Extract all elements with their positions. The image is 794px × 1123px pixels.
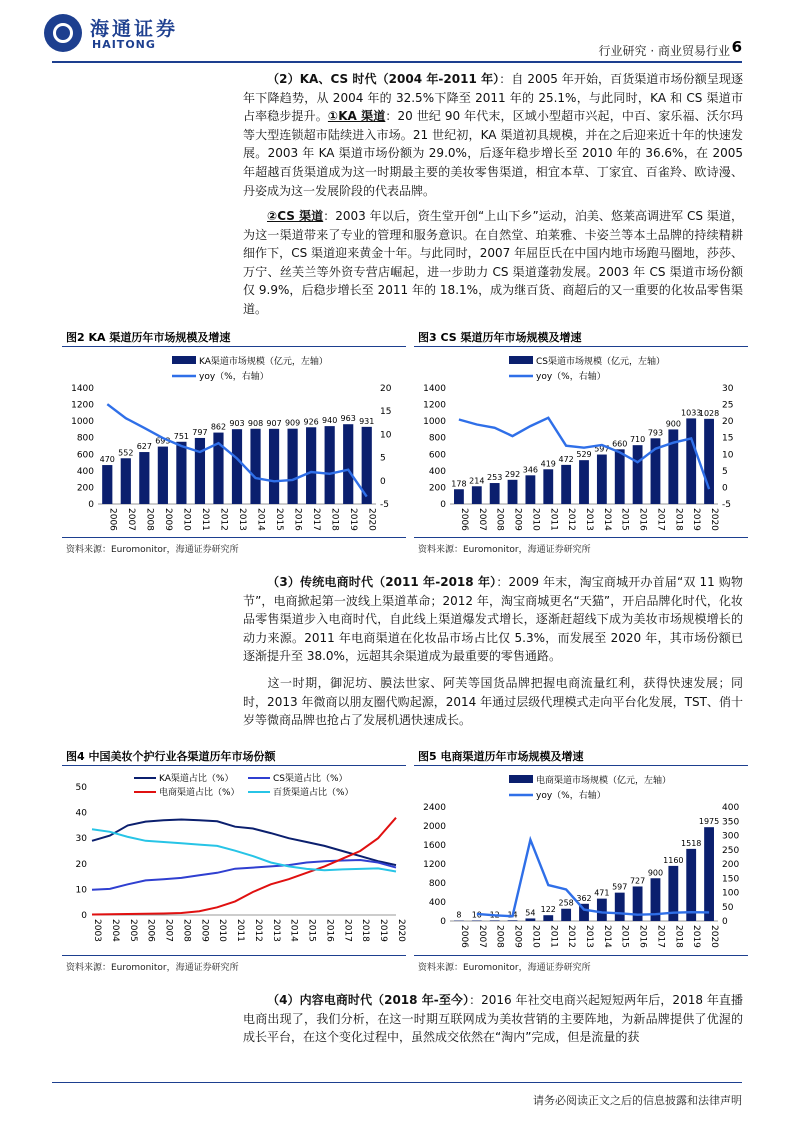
y-left-tick-label: 800 — [428, 433, 446, 444]
page-number: 6 — [731, 38, 742, 56]
x-tick-label: 2007 — [163, 919, 174, 942]
bar-data-label: 471 — [594, 888, 610, 898]
x-tick-label: 2012 — [218, 508, 229, 531]
x-tick-label: 2013 — [584, 925, 594, 948]
bar — [704, 827, 714, 921]
bar-data-label: 1028 — [698, 408, 720, 418]
y-right-tick-label: 300 — [722, 831, 740, 842]
paragraph-ecommerce — [243, 573, 743, 666]
x-tick-label: 2014 — [601, 508, 612, 531]
bar-data-label: 346 — [522, 465, 539, 475]
y-right-tick-label: 30 — [722, 384, 734, 394]
p1-subheading: ①KA 渠道 — [327, 109, 386, 124]
bar-data-label: 1033 — [681, 408, 702, 418]
bar — [472, 486, 482, 504]
x-tick-label: 2017 — [311, 508, 322, 531]
section-label: 行业研究 · 商业贸易行业 — [598, 44, 730, 58]
bar-data-label: 931 — [359, 416, 375, 426]
x-tick-label: 2011 — [548, 508, 559, 531]
x-tick-label: 2015 — [306, 919, 317, 942]
logo-en-text: HAITONG — [92, 38, 156, 51]
bar — [508, 920, 518, 921]
x-tick-label: 2014 — [288, 919, 299, 942]
bar-data-label: 597 — [594, 444, 610, 454]
bar — [158, 447, 168, 504]
x-tick-label: 2006 — [458, 925, 469, 948]
bar-data-label: 470 — [99, 455, 115, 465]
legend-line-label: yoy（%，右轴） — [199, 372, 269, 382]
bar-data-label: 710 — [629, 435, 646, 445]
y-right-tick-label: -5 — [380, 500, 389, 510]
x-tick-label: 2011 — [235, 919, 246, 942]
y-tick-label: 0 — [81, 911, 87, 921]
x-tick-label: 2015 — [619, 925, 630, 948]
y-left-tick-label: 2000 — [423, 822, 446, 832]
bar-data-label: 627 — [136, 442, 152, 452]
bar-data-label: 900 — [647, 868, 664, 878]
y-left-tick-label: 400 — [76, 466, 94, 477]
y-left-tick-label: 600 — [76, 450, 94, 461]
bar-data-label: 963 — [340, 414, 356, 424]
bar-data-label: 909 — [284, 418, 301, 428]
bar-data-label: 122 — [540, 905, 556, 915]
y-right-tick-label: 0 — [722, 917, 728, 927]
header-rule — [52, 61, 742, 63]
bar — [579, 460, 589, 504]
bar — [525, 918, 535, 921]
bar-data-label: 862 — [210, 422, 227, 432]
y-left-tick-label: 200 — [428, 483, 446, 494]
y-left-tick-label: 1200 — [423, 400, 446, 411]
paragraph-brands — [243, 674, 743, 730]
x-tick-label: 2006 — [145, 919, 156, 942]
fig5-chart — [414, 767, 748, 955]
y-left-tick-label: 400 — [428, 898, 446, 908]
p4-body: 这一时期，御泥坊、膜法世家、阿芙等国货品牌把握电商流量红利，获得快速发展；同时，2013 年微商以朋友圈代购起源，2014 年通过层级代理模式走向平台化发展，TST、俏十岁等微商品牌也抢占了发展机遇快速成长。 — [243, 676, 743, 728]
fig2-rule — [62, 346, 406, 347]
x-tick-label: 2016 — [637, 925, 648, 948]
y-tick-label: 20 — [75, 859, 87, 870]
x-tick-label: 2010 — [530, 925, 541, 948]
x-tick-label: 2014 — [255, 508, 266, 531]
p2-body: ：2003 年以后，资生堂开创“上山下乡”运动，泊美、悠莱高调进军 CS 渠道，为这一渠道带来了专业的管理和服务意识。在自然堂、珀莱雅、卡姿兰等本土品牌的持续精耕细作下，CS 渠道迎来黄金十年。与此同时，2007 年屈臣氏在中国内地市场跑马圈地，莎莎、万宁、丝芙兰等外资专营店崛起，进一步助力 CS 渠道蓬勃发展。2003 年 CS 渠道市场份额仅 9.9%，后稳步增长至 2011 年的 18.1%，成为继百货、商超后的又一重要的化妆品零售渠道。 — [243, 209, 743, 316]
x-tick-label: 2008 — [144, 508, 155, 531]
y-right-tick-label: 20 — [722, 417, 734, 428]
bar — [686, 418, 696, 504]
y-left-tick-label: 1400 — [423, 384, 446, 394]
bar — [250, 429, 260, 504]
x-tick-label: 2012 — [566, 508, 577, 531]
page-header — [0, 0, 794, 64]
fig3-chart — [414, 348, 748, 538]
bar — [343, 424, 353, 504]
x-tick-label: 2020 — [709, 925, 720, 948]
x-tick-label: 2012 — [252, 919, 263, 942]
fig4-source: 资料来源：Euromonitor，海通证券研究所 — [66, 963, 239, 973]
bar-data-label: 8 — [456, 910, 462, 920]
x-tick-label: 2008 — [494, 925, 505, 948]
y-left-tick-label: 800 — [428, 879, 446, 889]
bar — [668, 429, 678, 504]
y-left-tick-label: 0 — [440, 500, 446, 510]
x-tick-label: 2014 — [601, 925, 612, 948]
y-right-tick-label: 25 — [722, 400, 734, 411]
y-right-tick-label: 10 — [380, 430, 392, 441]
x-tick-label: 2018 — [360, 919, 371, 942]
bar — [490, 920, 500, 921]
fig4-rule-bottom — [62, 955, 406, 956]
paragraph-cs — [243, 207, 743, 319]
x-tick-label: 2011 — [548, 925, 559, 948]
y-tick-label: 40 — [75, 808, 87, 819]
fig3-rule — [414, 346, 748, 347]
y-left-tick-label: 1200 — [71, 400, 94, 411]
p1-body2: ：20 世纪 90 年代末，区域小型超市兴起，中百、家乐福、沃尔玛等大型连锁超市陆续进入市场。21 世纪初，KA 渠道初具规模，并在之后迎来近十年的快速发展。2003 年 KA 渠道市场份额为 29.0%，后逐年稳步增长至 2010 年的 36.6%，在 2005 年超越百货渠道成为这一时期最主要的美妆零售渠道，相宜本草、丁家宜、百雀羚、欧诗漫、丹姿成为这一发展阶段的代表品牌。 — [243, 109, 743, 198]
bar — [195, 438, 205, 504]
y-left-tick-label: 0 — [88, 500, 94, 510]
x-tick-label: 2008 — [494, 508, 505, 531]
y-left-tick-label: 400 — [428, 466, 446, 477]
fig5-rule-bottom — [414, 955, 748, 956]
x-tick-label: 2015 — [619, 508, 630, 531]
bar-data-label: 362 — [576, 893, 592, 903]
x-tick-label: 2003 — [92, 919, 102, 942]
x-tick-label: 2019 — [691, 925, 702, 948]
fig3-rule-bottom — [414, 537, 748, 538]
bar-data-label: 1160 — [663, 855, 684, 865]
bar-data-label: 1518 — [681, 838, 702, 848]
y-right-tick-label: 10 — [722, 450, 734, 461]
bar-data-label: 907 — [266, 418, 282, 428]
bar — [686, 849, 696, 921]
bar-data-label: 54 — [525, 908, 536, 918]
p1-body: ：自 2005 年开始，百货渠道市场份额呈现逐年下降趋势，从 2004 年的 32.5%下降至 2011 年的 25.1%，与此同时，KA 和 CS 渠道市占率稳步提升。 — [243, 72, 744, 124]
bar — [561, 465, 571, 504]
y-right-tick-label: 5 — [722, 466, 728, 477]
legend-bar-swatch — [172, 356, 196, 364]
bar — [139, 452, 149, 504]
x-tick-label: 2010 — [217, 919, 228, 942]
bar — [597, 455, 607, 504]
p1-heading: （2）KA、CS 时代（2004 年-2011 年） — [267, 72, 500, 86]
legend-bar-label: CS渠道市场规模（亿元，左轴） — [536, 357, 665, 367]
p3-heading: （3）传统电商时代（2011 年-2018 年） — [267, 575, 497, 589]
y-right-tick-label: 0 — [722, 483, 728, 494]
fig4-title: 图4 中国美妆个护行业各渠道历年市场份额 — [66, 750, 276, 763]
y-tick-label: 30 — [75, 834, 87, 845]
x-tick-label: 2018 — [673, 508, 684, 531]
bar-data-label: 12 — [489, 910, 500, 920]
bar-data-label: 1975 — [698, 817, 720, 827]
p2-subheading: ②CS 渠道 — [267, 209, 324, 223]
p5-heading: （4）内容电商时代（2018 年-至今） — [267, 993, 470, 1007]
bar — [561, 909, 571, 921]
bar — [543, 915, 553, 921]
bar-data-label: 258 — [558, 898, 574, 908]
y-left-tick-label: 1000 — [423, 417, 446, 428]
x-tick-label: 2007 — [476, 508, 487, 531]
bar — [597, 899, 607, 921]
bar — [121, 458, 131, 504]
bar-data-label: 472 — [558, 454, 574, 464]
x-tick-label: 2016 — [324, 919, 335, 942]
bar — [543, 469, 553, 504]
y-right-tick-label: 250 — [722, 845, 740, 856]
x-tick-label: 2018 — [329, 508, 340, 531]
bar — [306, 427, 316, 504]
x-tick-label: 2013 — [237, 508, 247, 531]
x-tick-label: 2009 — [162, 508, 173, 531]
fig2-title: 图2 KA 渠道历年市场规模及增速 — [66, 331, 231, 344]
bar-data-label: 14 — [507, 910, 518, 920]
bar-data-label: 751 — [173, 431, 190, 441]
y-left-tick-label: 1400 — [71, 384, 94, 394]
bar-data-label: 292 — [504, 469, 521, 479]
bar-data-label: 940 — [322, 416, 338, 426]
y-left-tick-label: 800 — [76, 433, 94, 444]
fig4-rule — [62, 765, 406, 766]
y-left-tick-label: 2400 — [423, 803, 446, 813]
y-left-tick-label: 200 — [76, 483, 94, 494]
y-right-tick-label: 15 — [722, 433, 734, 444]
bar — [232, 429, 242, 504]
fig3-source: 资料来源：Euromonitor，海通证券研究所 — [418, 545, 591, 555]
x-tick-label: 2010 — [530, 508, 541, 531]
x-tick-label: 2012 — [566, 925, 577, 948]
fig5-rule — [414, 765, 748, 766]
y-right-tick-label: 400 — [722, 803, 740, 813]
paragraph-content-ecommerce — [243, 991, 743, 1047]
y-right-tick-label: 150 — [722, 874, 740, 885]
bar — [454, 489, 464, 504]
x-tick-label: 2009 — [512, 925, 523, 948]
legend-line-label: yoy（%，右轴） — [536, 791, 606, 801]
y-right-tick-label: 5 — [380, 453, 386, 464]
series-line — [92, 818, 396, 915]
y-right-tick-label: 15 — [380, 407, 392, 418]
x-tick-label: 2006 — [458, 508, 469, 531]
y-right-tick-label: 50 — [722, 902, 734, 913]
bar-data-label: 214 — [469, 476, 485, 486]
x-tick-label: 2017 — [655, 508, 666, 531]
y-left-tick-label: 0 — [440, 917, 446, 927]
y-right-tick-label: -5 — [722, 500, 731, 510]
bar — [615, 449, 625, 504]
fig4-chart — [62, 767, 406, 955]
bar — [615, 893, 625, 921]
bar — [176, 442, 186, 504]
bar-data-label: 926 — [303, 417, 319, 427]
x-tick-label: 2008 — [181, 919, 192, 942]
bar — [704, 419, 714, 504]
legend-label: KA渠道占比（%） — [159, 774, 234, 784]
haitong-logo-icon — [44, 14, 82, 52]
x-tick-label: 2019 — [378, 919, 389, 942]
x-tick-label: 2020 — [709, 508, 720, 531]
fig2-chart — [62, 348, 406, 538]
y-left-tick-label: 1200 — [423, 860, 446, 870]
x-tick-label: 2007 — [476, 925, 487, 948]
x-tick-label: 2004 — [109, 919, 120, 942]
fig5-title: 图5 电商渠道历年市场规模及增速 — [418, 750, 584, 763]
x-tick-label: 2015 — [274, 508, 285, 531]
bar — [269, 429, 279, 504]
legend-bar-label: 电商渠道市场规模（亿元，左轴） — [536, 776, 672, 786]
x-tick-label: 2019 — [348, 508, 359, 531]
bar-data-label: 253 — [487, 473, 503, 483]
legend-bar-swatch — [509, 356, 533, 364]
fig5-source: 资料来源：Euromonitor，海通证券研究所 — [418, 963, 591, 973]
legend-line-label: yoy（%，右轴） — [536, 372, 606, 382]
y-left-tick-label: 1000 — [71, 417, 94, 428]
x-tick-label: 2018 — [673, 925, 684, 948]
bar — [633, 445, 643, 504]
bar-data-label: 597 — [612, 882, 628, 892]
bar-data-label: 660 — [612, 439, 628, 449]
y-left-tick-label: 1600 — [423, 841, 446, 851]
bar — [490, 483, 500, 504]
bar-data-label: 793 — [647, 428, 664, 438]
fig2-rule-bottom — [62, 537, 406, 538]
bar-data-label: 529 — [576, 450, 592, 460]
bar — [102, 465, 112, 504]
bar-data-label: 693 — [155, 436, 171, 446]
legend-label: CS渠道占比（%） — [273, 774, 348, 784]
fig3-title: 图3 CS 渠道历年市场规模及增速 — [418, 331, 582, 344]
bar — [508, 480, 518, 504]
series-line — [92, 860, 396, 890]
footer-rule — [52, 1082, 742, 1083]
bar — [525, 475, 535, 504]
fig2-source: 资料来源：Euromonitor，海通证券研究所 — [66, 545, 239, 555]
x-tick-label: 2017 — [342, 919, 353, 942]
bar-data-label: 900 — [665, 419, 681, 429]
bar — [325, 426, 335, 504]
bar-data-label: 178 — [451, 479, 467, 489]
y-tick-label: 50 — [75, 783, 87, 793]
p3-body: ：2009 年末，淘宝商城开办首届“双 11 购物节”，电商掀起第一波线上渠道革命；2012 年，淘宝商城更名“天猫”，开启品牌化时代，化妆品零售渠道步入电商时代，自此线上渠道爆发式增长，逐渐赶超线下成为美妆市场规模增长的动力来源。2011 年电商渠道在化妆品市场占比仅 5.3%，而发展至 2020 年，其市场份额已逐渐提升至 38.0%，远超其余渠道成为最重要的零售通路。 — [243, 575, 743, 664]
x-tick-label: 2013 — [270, 919, 281, 942]
bar-data-label: 419 — [540, 459, 556, 469]
x-tick-label: 2017 — [655, 925, 666, 948]
p5-body: ：2016 年社交电商兴起短短两年后，2018 年直播电商出现了，我们分析，在这一时期互联网成为美妆营销的主要阵地，为新品牌提供了优渥的成长平台，在这个变化过程中，虽然成交依然在“淘内”完成，但是流量的获 — [243, 993, 743, 1045]
y-right-tick-label: 200 — [722, 860, 740, 870]
y-right-tick-label: 0 — [380, 476, 386, 487]
series-line — [92, 829, 396, 871]
x-tick-label: 2011 — [199, 508, 210, 531]
x-tick-label: 2020 — [366, 508, 377, 531]
bar-data-label: 727 — [629, 876, 646, 886]
x-tick-label: 2009 — [512, 508, 523, 531]
x-tick-label: 2016 — [637, 508, 648, 531]
bar-data-label: 10 — [471, 910, 482, 920]
x-tick-label: 2016 — [292, 508, 303, 531]
legend-bar-swatch — [509, 775, 533, 783]
paragraph-ka-cs — [243, 70, 743, 200]
legend-label: 电商渠道占比（%） — [159, 788, 240, 798]
y-left-tick-label: 600 — [428, 450, 446, 461]
y-right-tick-label: 100 — [722, 888, 740, 899]
bar-data-label: 903 — [229, 419, 245, 429]
legend-bar-label: KA渠道市场规模（亿元，左轴） — [199, 357, 328, 367]
x-tick-label: 2019 — [691, 508, 702, 531]
footer-disclaimer: 请务必阅读正文之后的信息披露和法律声明 — [533, 1094, 742, 1107]
x-tick-label: 2007 — [125, 508, 136, 531]
x-tick-label: 2013 — [584, 508, 594, 531]
logo-cn-text: 海通证券 — [90, 18, 179, 40]
y-right-tick-label: 20 — [380, 384, 392, 394]
series-line — [92, 820, 396, 866]
y-tick-label: 10 — [75, 885, 87, 896]
legend-label: 百货渠道占比（%） — [273, 788, 354, 798]
bar-data-label: 552 — [118, 448, 134, 458]
y-right-tick-label: 350 — [722, 817, 740, 828]
bar-data-label: 908 — [247, 418, 264, 428]
bar-data-label: 797 — [192, 427, 208, 437]
x-tick-label: 2010 — [181, 508, 192, 531]
x-tick-label: 2005 — [127, 919, 138, 942]
x-tick-label: 2006 — [107, 508, 118, 531]
x-tick-label: 2009 — [199, 919, 210, 942]
x-tick-label: 2020 — [396, 919, 406, 942]
bar — [288, 429, 298, 504]
